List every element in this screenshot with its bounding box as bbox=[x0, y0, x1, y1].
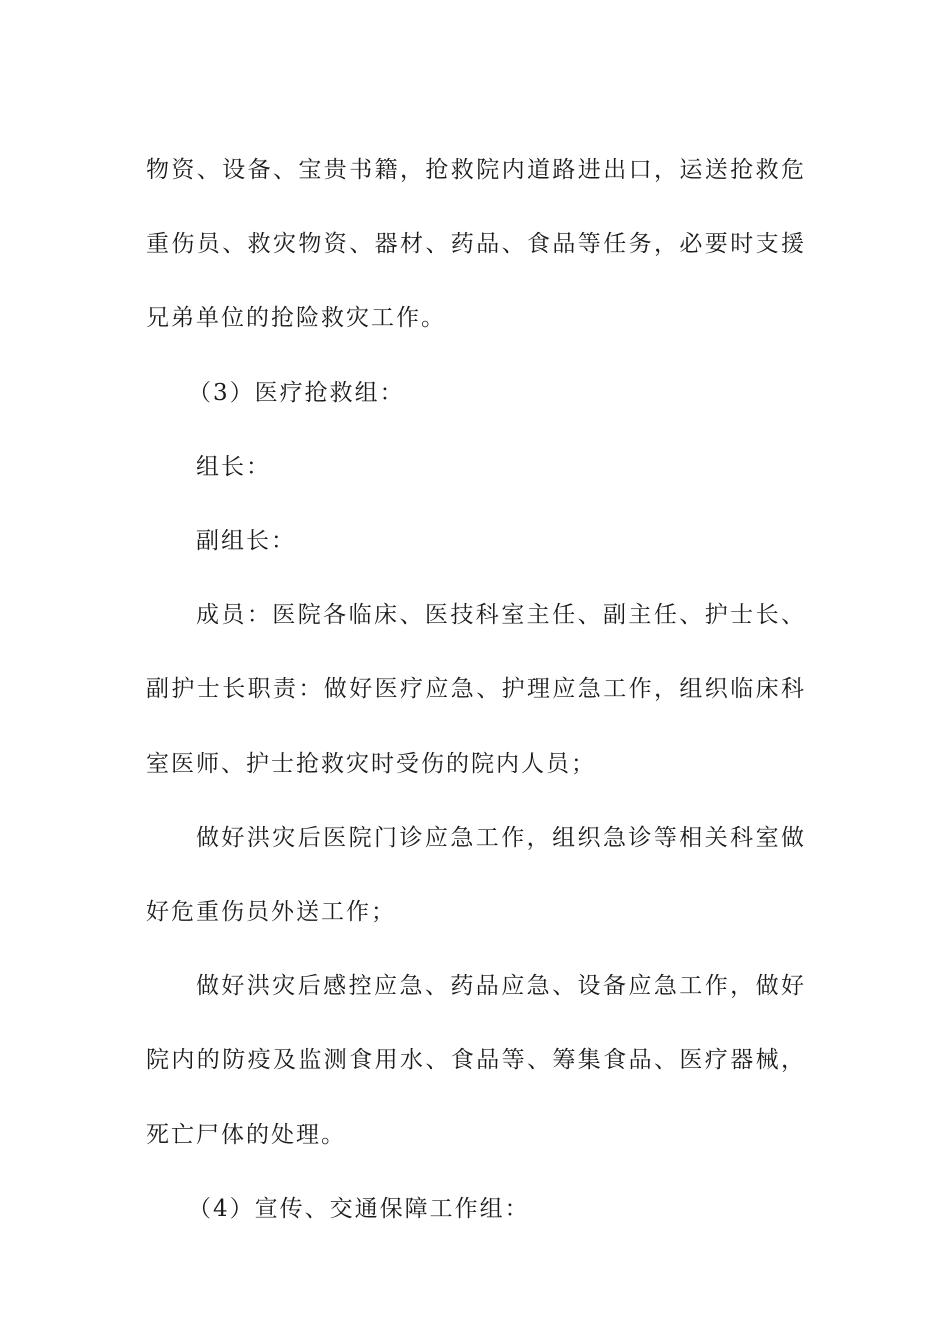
section-heading-medical-rescue: （3）医疗抢救组： bbox=[188, 379, 405, 406]
paragraph-leader: 组长： bbox=[196, 453, 271, 480]
paragraph-infection-control: 做好洪灾后感控应急、药品应急、设备应急工作，做好院内的防疫及监测食用水、食品等、筹集食品、医疗器械，死亡尸体的处理。 bbox=[146, 973, 806, 1148]
paragraph-outpatient-emergency: 做好洪灾后医院门诊应急工作，组织急诊等相关科室做好危重伤员外送工作； bbox=[146, 824, 806, 926]
document-body bbox=[146, 133, 806, 1246]
paragraph-deputy-leader: 副组长： bbox=[196, 528, 296, 555]
paragraph-members-duties: 成员：医院各临床、医技科室主任、副主任、护士长、副护士长职责：做好医疗应急、护理应急工作，组织临床科室医师、护士抢救灾时受伤的院内人员； bbox=[146, 602, 806, 777]
section-heading-publicity-traffic: （4）宣传、交通保障工作组： bbox=[188, 1195, 530, 1222]
paragraph-continuation: 物资、设备、宝贵书籍，抢救院内道路进出口，运送抢救危重伤员、救灾物资、器材、药品、食品等任务，必要时支援兄弟单位的抢险救灾工作。 bbox=[146, 157, 806, 332]
